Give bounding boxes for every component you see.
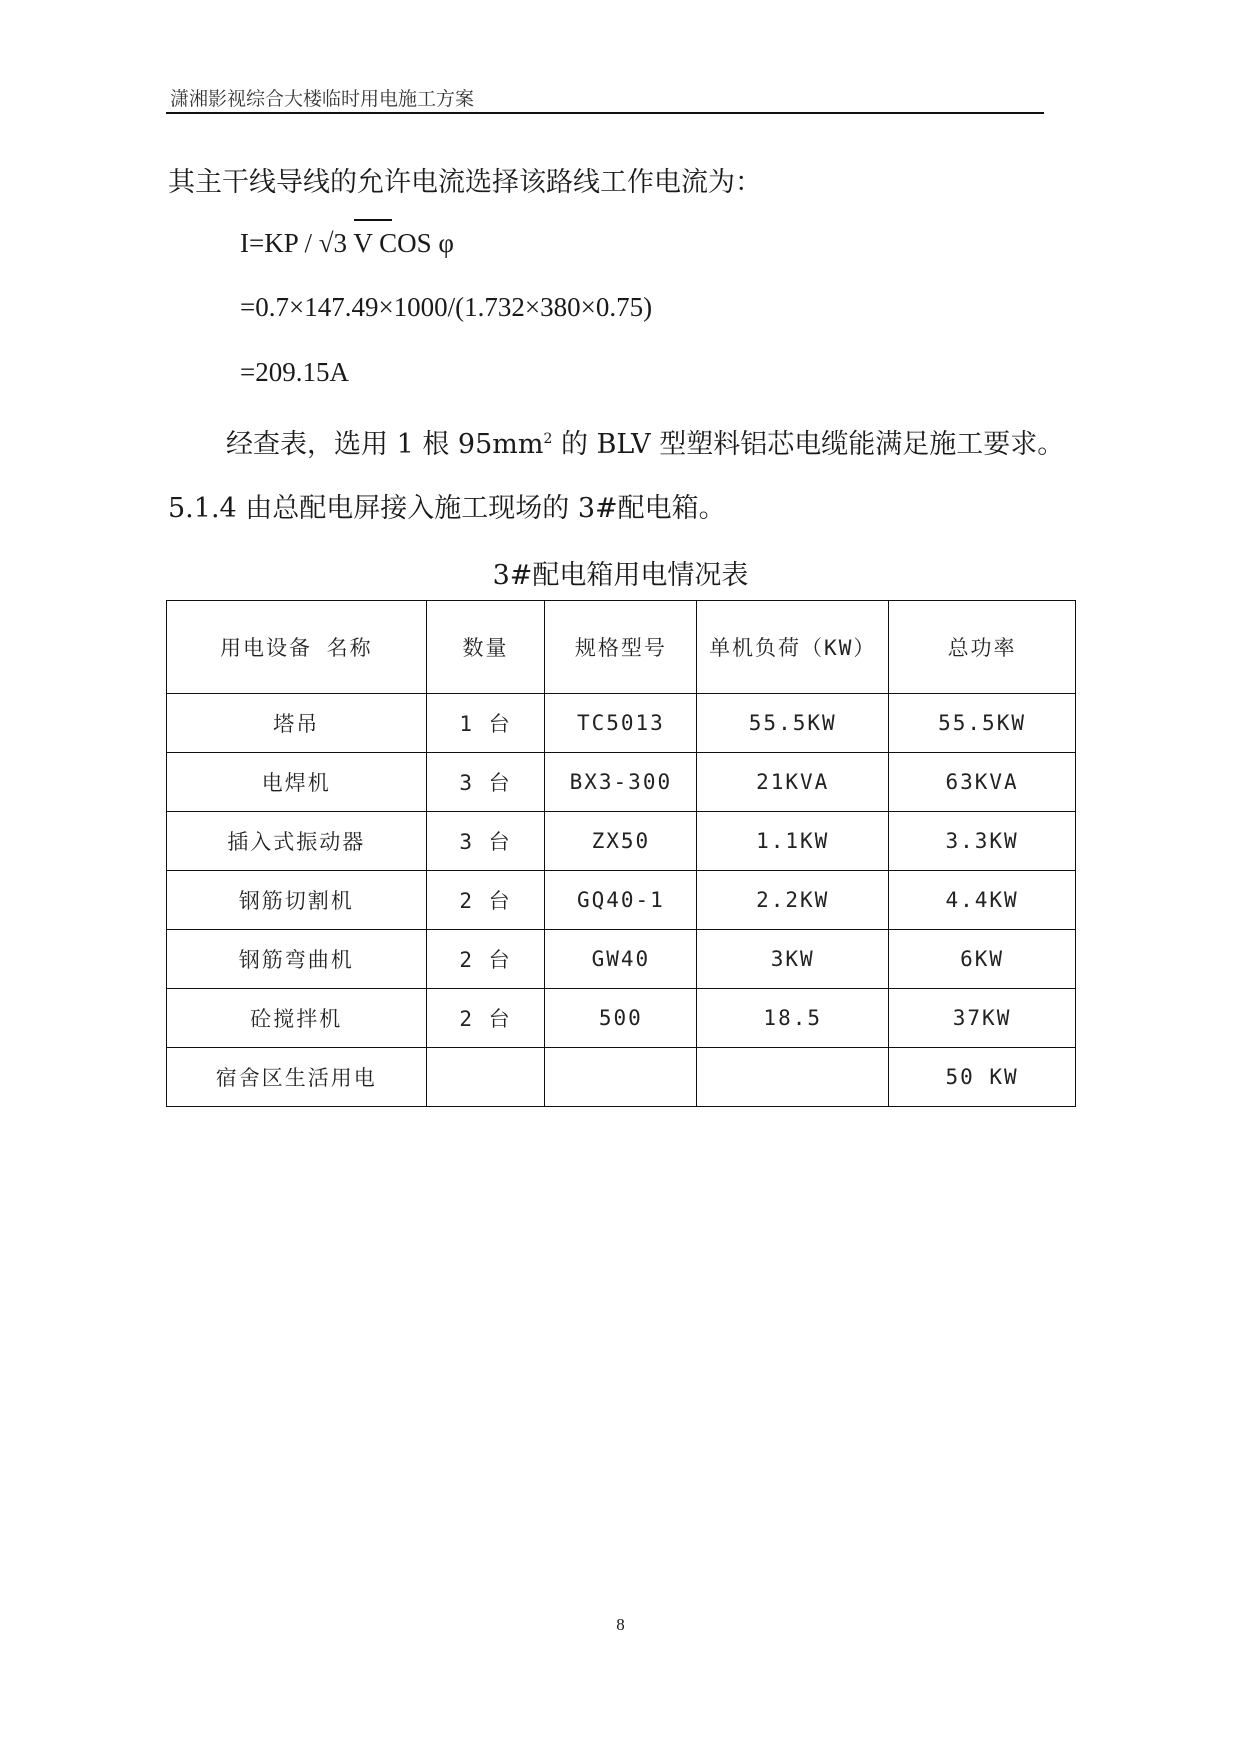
conclusion-text-start: 经查表，选用 1 根 95mm xyxy=(226,429,544,460)
page-number: 8 xyxy=(616,1615,625,1634)
cell-equipment: 砼搅拌机 xyxy=(167,989,427,1048)
sqrt-overbar xyxy=(354,219,392,221)
cell-total-power: 50 KW xyxy=(889,1048,1076,1107)
cell-model: BX3-300 xyxy=(545,753,697,812)
cell-quantity: 3 台 xyxy=(426,753,545,812)
header-equipment-name: 用电设备 名称 xyxy=(167,601,427,694)
table-row xyxy=(167,753,1076,812)
cell-model: 500 xyxy=(545,989,697,1048)
cell-quantity: 1 台 xyxy=(426,694,545,753)
formula-line-3: =209.15A xyxy=(240,357,349,387)
table-row xyxy=(167,1048,1076,1107)
cell-total-power: 3.3KW xyxy=(889,812,1076,871)
cell-total-power: 55.5KW xyxy=(889,694,1076,753)
header-total-power: 总功率 xyxy=(889,601,1076,694)
cell-total-power: 4.4KW xyxy=(889,871,1076,930)
cell-quantity: 2 台 xyxy=(426,871,545,930)
cell-quantity: 2 台 xyxy=(426,989,545,1048)
cell-quantity: 2 台 xyxy=(426,930,545,989)
cell-total-power: 37KW xyxy=(889,989,1076,1048)
cell-model: GQ40-1 xyxy=(545,871,697,930)
table-row xyxy=(167,989,1076,1048)
cell-equipment: 塔吊 xyxy=(167,694,427,753)
cell-unit-load: 2.2KW xyxy=(697,871,889,930)
header-quantity: 数量 xyxy=(426,601,545,694)
cell-unit-load: 3KW xyxy=(697,930,889,989)
formula-line-1: I=KP / √3 V COS φ xyxy=(240,228,454,258)
cell-model: ZX50 xyxy=(545,812,697,871)
cell-equipment: 钢筋切割机 xyxy=(167,871,427,930)
cell-model: GW40 xyxy=(545,930,697,989)
header-model: 规格型号 xyxy=(545,601,697,694)
table-row xyxy=(167,694,1076,753)
conclusion-text-end: 的 BLV 型塑料铝芯电缆能满足施工要求。 xyxy=(552,429,1065,460)
intro-paragraph: 其主干线导线的允许电流选择该路线工作电流为： xyxy=(168,167,762,198)
power-usage-table xyxy=(166,600,1076,1107)
section-heading: 5.1.4 由总配电屏接入施工现场的 3#配电箱。 xyxy=(168,493,726,524)
header-rule xyxy=(166,112,1044,114)
table-caption: 3#配电箱用电情况表 xyxy=(492,560,749,591)
cell-unit-load xyxy=(697,1048,889,1107)
conclusion-superscript: 2 xyxy=(543,431,553,447)
table-row xyxy=(167,871,1076,930)
cell-total-power: 6KW xyxy=(889,930,1076,989)
cell-equipment: 宿舍区生活用电 xyxy=(167,1048,427,1107)
header-unit-load: 单机负荷（KW） xyxy=(697,601,889,694)
cell-unit-load: 21KVA xyxy=(697,753,889,812)
table-row xyxy=(167,812,1076,871)
cell-unit-load: 18.5 xyxy=(697,989,889,1048)
conclusion-paragraph xyxy=(226,422,1064,461)
page-header-title: 潇湘影视综合大楼临时用电施工方案 xyxy=(170,88,475,110)
cell-model xyxy=(545,1048,697,1107)
cell-equipment: 电焊机 xyxy=(167,753,427,812)
cell-total-power: 63KVA xyxy=(889,753,1076,812)
table-row xyxy=(167,930,1076,989)
cell-quantity xyxy=(426,1048,545,1107)
cell-unit-load: 1.1KW xyxy=(697,812,889,871)
cell-quantity: 3 台 xyxy=(426,812,545,871)
cell-model: TC5013 xyxy=(545,694,697,753)
formula-line-2: =0.7×147.49×1000/(1.732×380×0.75) xyxy=(240,292,653,322)
table-header-row xyxy=(167,601,1076,694)
cell-equipment: 钢筋弯曲机 xyxy=(167,930,427,989)
cell-equipment: 插入式振动器 xyxy=(167,812,427,871)
cell-unit-load: 55.5KW xyxy=(697,694,889,753)
